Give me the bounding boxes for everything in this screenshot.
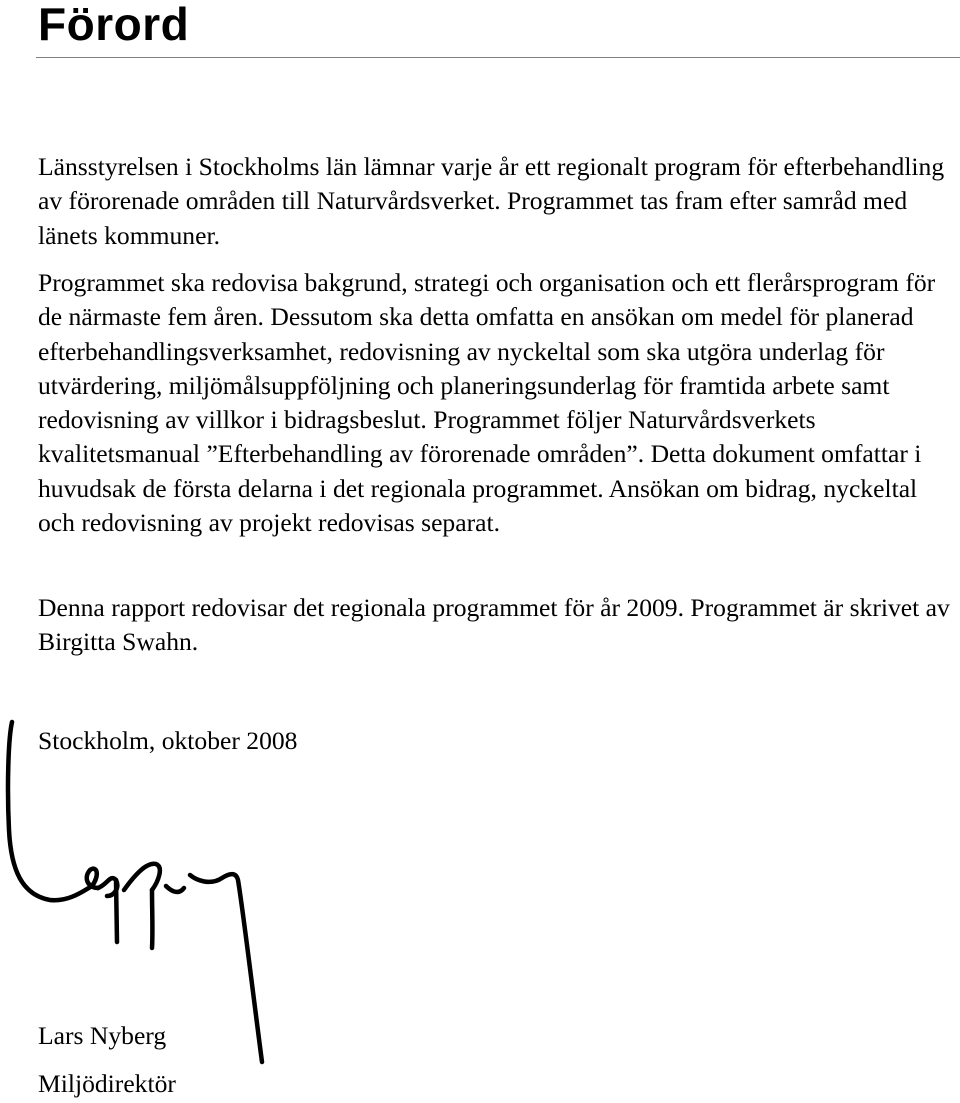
paragraph-intro: Länsstyrelsen i Stockholms län lämnar varje år ett regionalt program för efterbehandling av förorenade områden till Naturvårdsverket. Programmet tas fram efter samråd med länets kommuner.: [38, 152, 945, 250]
heading-rule: [36, 57, 960, 58]
paragraph-report-author: Denna rapport redovisar det regionala programmet för år 2009. Programmet är skrivet av Birgitta Swahn.: [38, 593, 950, 657]
signer-name: Lars Nyberg: [38, 1021, 167, 1050]
place-date: Stockholm, oktober 2008: [38, 726, 298, 755]
paragraph-program-content: Programmet ska redovisa bakgrund, strategi och organisation och ett flerårsprogram för de närmaste fem åren. Dessutom ska detta omfatta en ansökan om medel för planerad efterbehandlingsverksamhet, redovisning av nyckeltal som ska utgöra underlag för utvärdering, miljömålsuppföljning och planeringsunderlag för framtida arbete samt redovisning av villkor i bidragsbeslut. Programmet följer Naturvårdsverkets kvalitetsmanual ”Efterbehandling av förorenade områden”. Detta dokument omfattar i huvudsak de första delarna i det regionala programmet. Ansökan om bidrag, nyckeltal och redovisning av projekt redovisas separat.: [38, 268, 936, 538]
page-title: Förord: [38, 0, 190, 50]
signer-title: Miljödirektör: [38, 1069, 176, 1098]
signature-icon: [0, 710, 270, 1070]
